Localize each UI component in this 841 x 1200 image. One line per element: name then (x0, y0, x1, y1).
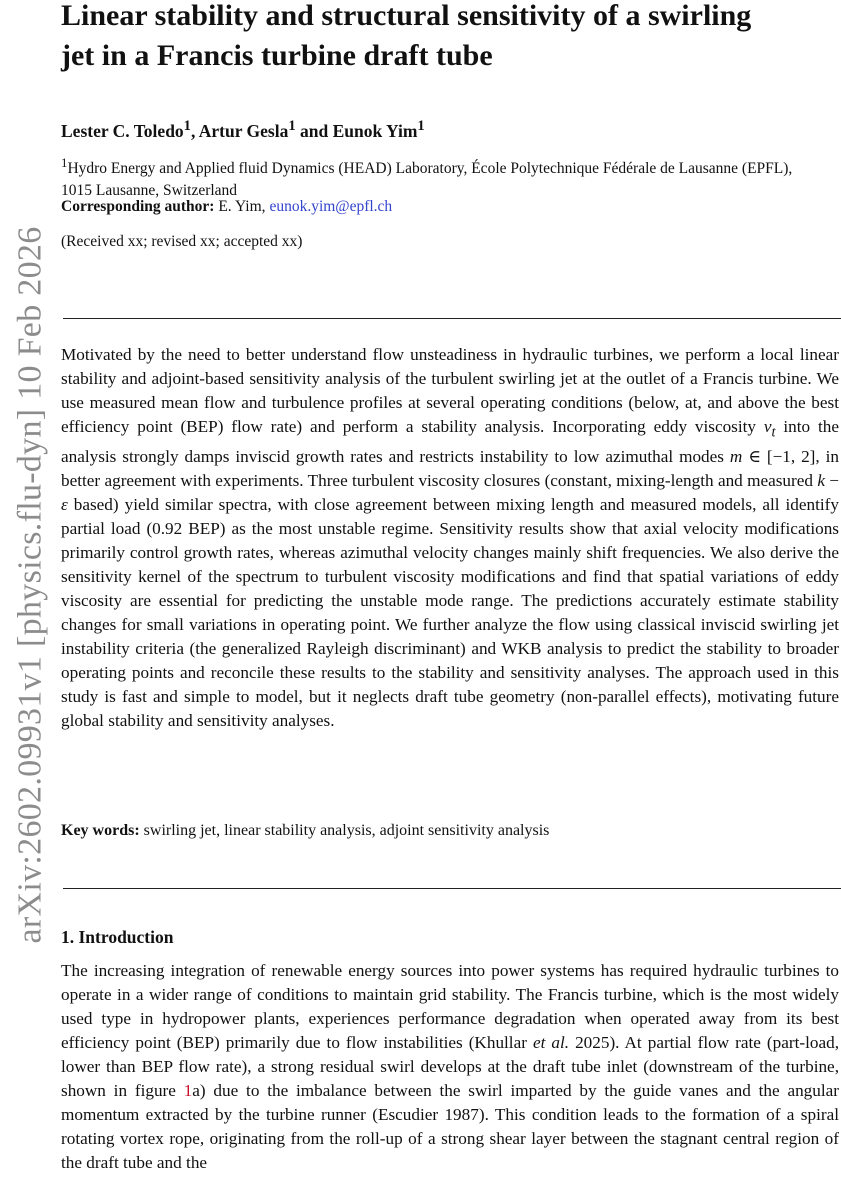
keywords (61, 822, 549, 840)
author-affil-mark: 1 (183, 118, 191, 134)
body-text: 2025). At partial flow rate (part-load, lower than BEP flow rate), a strong residual swirl develops at the draft tube inlet (downstream of the turbine, shown in figure (61, 1033, 839, 1101)
email-link[interactable]: eunok.yim@epfl.ch (269, 198, 393, 215)
affiliation-mark: 1 (61, 155, 68, 170)
author-name: Artur Gesla (198, 120, 289, 141)
submission-dates: (Received xx; revised xx; accepted xx) (61, 233, 303, 250)
author-name: Lester C. Toledo (61, 120, 184, 141)
affiliation-text: Hydro Energy and Applied fluid Dynamics (HEAD) Laboratory, École Polytechnique Fédérale de Lausanne (EPFL), 1015 Lausanne, Switzerland (61, 160, 793, 200)
arxiv-identifier: arXiv:2602.09931v1 [physics.flu-dyn] 10 Feb 2026 (11, 226, 48, 944)
math-m: m (729, 446, 743, 466)
body-text: The increasing integration of renewable energy sources into power systems has required hydraulic turbines to operate in a wider range of conditions to maintain grid stability. The Francis turbine, which is the most widely used type in hydropower plants, experiences performance degradation when operated away from its best efficiency point (BEP) primarily due to flow instabilities (Khullar (61, 961, 839, 1053)
section-heading: 1. Introduction (61, 927, 174, 947)
author-list (61, 118, 425, 142)
top-divider (63, 318, 841, 319)
keywords-text: swirling jet, linear stability analysis, adjoint sensitivity analysis (139, 822, 550, 839)
author-separator: and (295, 120, 333, 141)
keywords-label: Key words: (61, 822, 140, 839)
math-epsilon: ε (61, 494, 68, 514)
math-nu: ν (763, 417, 772, 437)
arxiv-sidebar (2, 150, 58, 1020)
bottom-divider (63, 888, 841, 889)
author-name: Eunok Yim (332, 120, 418, 141)
abstract-text: Motivated by the need to better understand flow unsteadiness in hydraulic turbines, we perform a local linear stability and adjoint-based sensitivity analysis of the turbulent swirling jet at the outlet of a Francis turbine. We use measured mean flow and turbulence profiles at several operating conditions (below, at, and above the best efficiency point (BEP) flow rate) and perform a stability analysis. Incorporating eddy viscosity (61, 345, 839, 437)
body-text: a) due to the imbalance between the swirl imparted by the guide vanes and the angular momentum extracted by the turbine runner (Escudier 1987). This condition leads to the formation of a spiral rotating vortex rope, originating from the roll-up of a strong shear layer between the stagnant central region of the draft tube and the (61, 1081, 839, 1173)
math-subscript: t (771, 424, 776, 441)
math-k: k (817, 470, 825, 490)
author-affil-mark: 1 (417, 118, 425, 134)
introduction-paragraph (61, 959, 839, 1175)
corresponding-author (61, 198, 392, 216)
author-affil-mark: 1 (288, 118, 296, 134)
figure-reference-link[interactable]: 1 (183, 1081, 193, 1101)
abstract-text: based) yield similar spectra, with close agreement between mixing length and measured models, all identify partial load (0.92 BEP) as the most unstable regime. Sensitivity results show that axial velocity modifications primarily control growth rates, whereas azimuthal velocity changes mainly shift frequencies. We also derive the sensitivity kernel of the spectrum to turbulent viscosity modifications and find that spatial variations of eddy viscosity are essential for predicting the unstable mode range. The predictions accurately estimate stability changes for small variations in operating point. We further analyze the flow using classical inviscid swirling jet instability criteria (the generalized Rayleigh discriminant) and WKB analysis to predict the stability to broader operating points and reconcile these results to the stability and sensitivity analyses. The approach used in this study is fast and simple to model, but it neglects draft tube geometry (non-parallel effects), motivating future global stability and sensitivity analyses. (61, 494, 839, 731)
affiliation (61, 152, 821, 202)
math-minus: − (824, 470, 839, 490)
author-separator: , (190, 120, 199, 141)
abstract-text: ∈ [−1, 2], in better agreement with experiments. Three turbulent viscosity closures (constant, mixing-length and measured (61, 446, 839, 490)
corresponding-label: Corresponding author: (61, 198, 215, 215)
abstract (61, 343, 839, 733)
citation-etal: et al. (532, 1033, 570, 1053)
corresponding-name: E. Yim, (214, 198, 270, 215)
paper-title: Linear stability and structural sensitivity of a swirling jet in a Francis turbine draft tube (61, 0, 752, 72)
abstract-text: into the analysis strongly damps inviscid growth rates and restricts instability to low azimuthal modes (61, 417, 839, 466)
